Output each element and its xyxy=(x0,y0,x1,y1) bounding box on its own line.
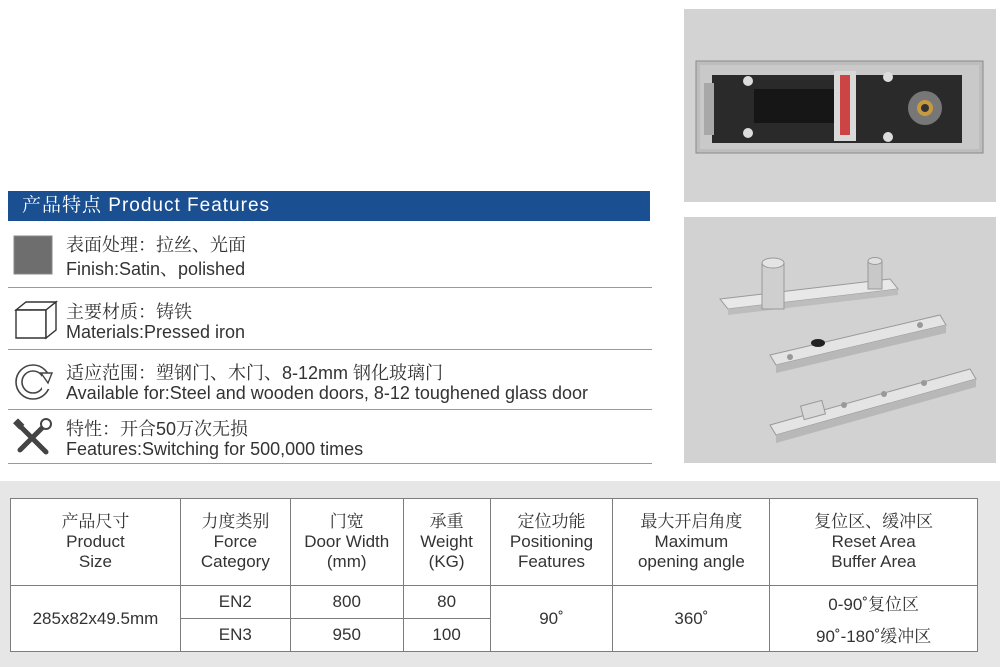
features-header: 产品特点 Product Features xyxy=(8,191,650,221)
feature-row-switching xyxy=(8,413,652,464)
feature-materials-en: Materials:Pressed iron xyxy=(66,322,246,342)
spec-table-section xyxy=(0,481,1000,667)
feature-usage-en: Available for:Steel and wooden doors, 8-12 toughened glass door xyxy=(66,383,589,403)
cell-width: 950 xyxy=(290,619,403,652)
product-photo-components xyxy=(684,217,996,463)
header-positioning: 定位功能 Positioning Features xyxy=(490,499,613,586)
feature-switching-en: Features:Switching for 500,000 times xyxy=(66,439,364,459)
cell-size: 285x82x49.5mm xyxy=(11,586,181,652)
header-force-category: 力度类别 Force Category xyxy=(180,499,290,586)
feature-usage-zh: 适应范围：塑钢门、木门、8-12mm 钢化玻璃门 xyxy=(66,363,444,383)
header-max-angle: 最大开启角度 Maximum opening angle xyxy=(613,499,770,586)
cell-weight: 80 xyxy=(403,586,490,619)
spec-header-row xyxy=(11,499,978,586)
feature-finish-zh: 表面处理：拉丝、光面 xyxy=(66,235,246,255)
spec-table xyxy=(10,498,978,652)
cell-force: EN2 xyxy=(180,586,290,619)
material-cube-icon xyxy=(12,298,58,345)
header-product-size: 产品尺寸 Product Size xyxy=(11,499,181,586)
header-weight: 承重 Weight (KG) xyxy=(403,499,490,586)
table-row xyxy=(11,586,978,619)
header-reset-buffer: 复位区、缓冲区 Reset Area Buffer Area xyxy=(770,499,978,586)
product-photo-assembled xyxy=(684,9,996,202)
feature-finish-en: Finish:Satin、polished xyxy=(66,259,246,279)
cell-force: EN3 xyxy=(180,619,290,652)
usage-cycle-icon xyxy=(12,361,54,408)
feature-materials-zh: 主要材质：铸铁 xyxy=(66,302,192,322)
cell-width: 800 xyxy=(290,586,403,619)
feature-row-finish xyxy=(8,225,652,288)
cell-buffer-area: 90˚-180˚缓冲区 xyxy=(770,619,978,652)
cell-positioning: 90˚ xyxy=(490,586,613,652)
tools-icon xyxy=(12,418,54,463)
feature-switching-zh: 特性：开合50万次无损 xyxy=(66,419,249,439)
header-door-width: 门宽 Door Width (mm) xyxy=(290,499,403,586)
cell-weight: 100 xyxy=(403,619,490,652)
cell-max-angle: 360˚ xyxy=(613,586,770,652)
feature-row-usage xyxy=(8,353,652,410)
feature-row-materials xyxy=(8,292,652,350)
cell-reset-area: 0-90˚复位区 xyxy=(770,586,978,619)
finish-swatch-icon xyxy=(12,234,54,281)
